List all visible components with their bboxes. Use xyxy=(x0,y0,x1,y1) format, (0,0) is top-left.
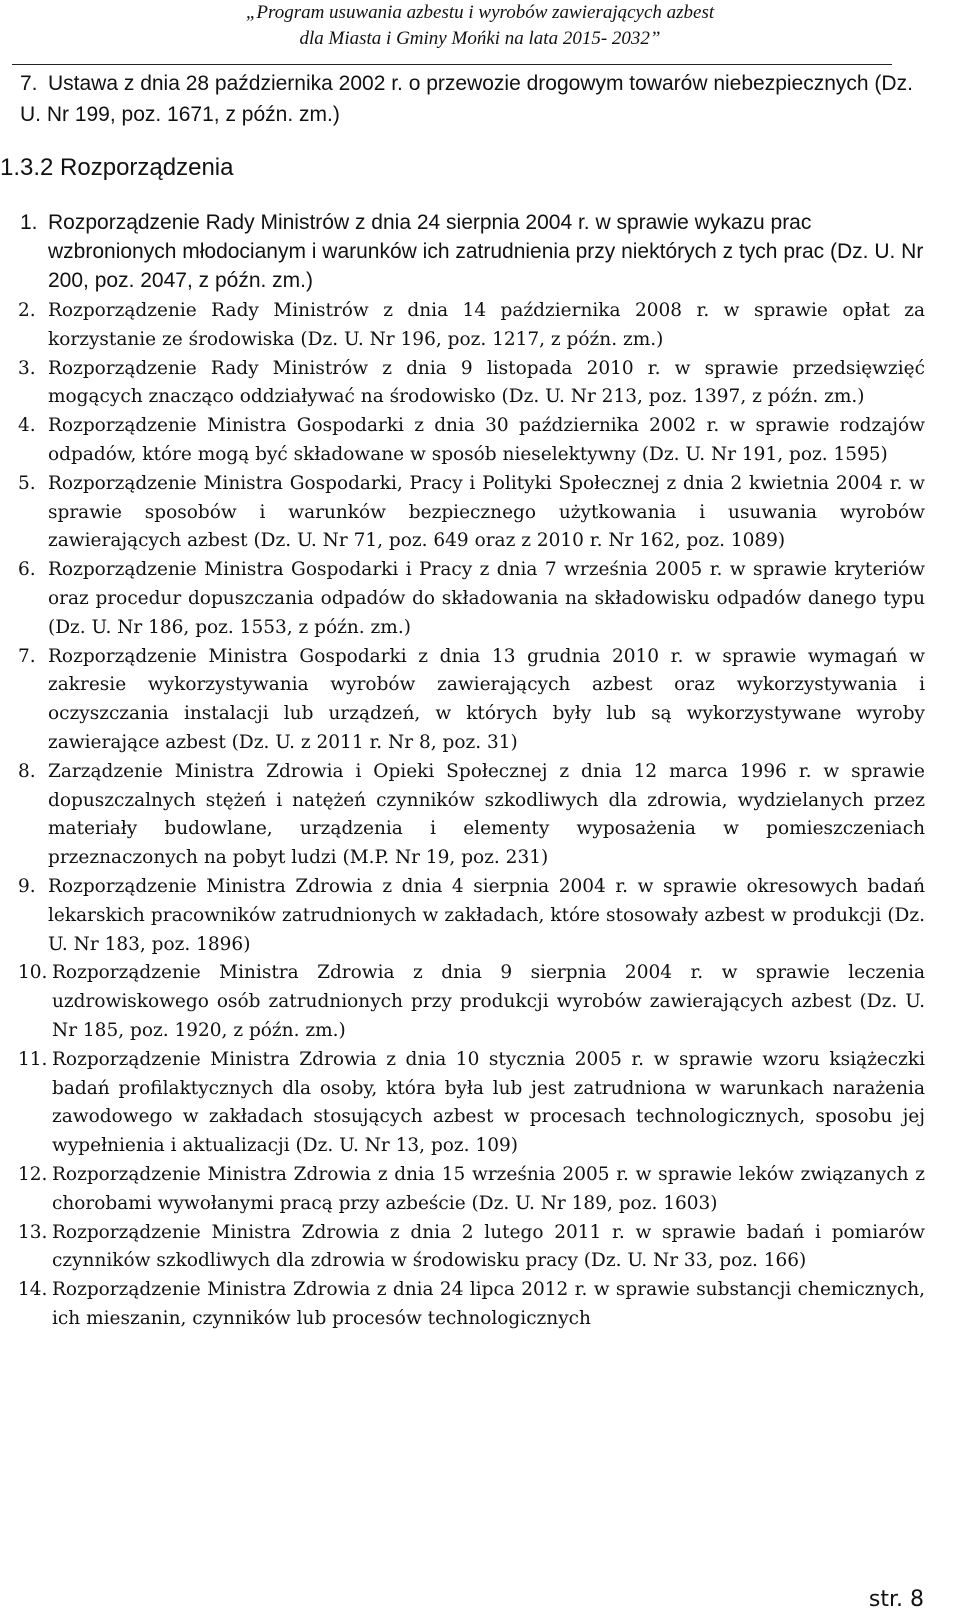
list-item-number: 7. xyxy=(20,72,38,95)
list-item xyxy=(18,959,925,1045)
list-item-text: Rozporządzenie Ministra Gospodarki, Pracy i Polityki Społecznej z dnia 2 kwietnia 2004 r. w sprawie sposobów i warunków bezpiecznego użytkowania i usuwania wyrobów zawierających azbest (Dz. U. Nr 71, poz. 649 oraz z 2010 r. Nr 162, poz. 1089) xyxy=(48,472,925,552)
list-item-number: 10. xyxy=(18,962,48,984)
list-item-text: Rozporządzenie Ministra Zdrowia z dnia 4 sierpnia 2004 r. w sprawie okresowych badań lekarskich pracowników zatrudnionych w zakładach, które stosowały azbest w produkcji (Dz. U. Nr 183, poz. 1896) xyxy=(48,875,925,955)
list-item-text: Rozporządzenie Rady Ministrów z dnia 9 listopada 2010 r. w sprawie przedsięwzięć mogących znacząco oddziaływać na środowisko (Dz. U. Nr 213, poz. 1397, z późn. zm.) xyxy=(48,357,925,408)
header-title-line-1: „Program usuwania azbestu i wyrobów zawierających azbest xyxy=(245,2,715,23)
list-item-number: 13. xyxy=(18,1221,48,1243)
list-item-number: 2. xyxy=(18,300,36,321)
list-item-text: Rozporządzenie Ministra Zdrowia z dnia 2 lutego 2011 r. w sprawie badań i pomiarów czynników szkodliwych dla zdrowia w środowisku pracy (Dz. U. Nr 33, poz. 166) xyxy=(52,1221,925,1272)
list-item xyxy=(18,873,925,959)
list-item-text: Rozporządzenie Ministra Gospodarki z dnia 13 grudnia 2010 r. w sprawie wymagań w zakresie wykorzystywania wyrobów zawierających azbest oraz wykorzystywania i oczyszczania instalacji lub urządzeń, w których były lub są wykorzystywane wyroby zawierające azbest (Dz. U. z 2011 r. Nr 8, poz. 31) xyxy=(48,645,925,753)
list-item-text: Rozporządzenie Ministra Zdrowia z dnia 24 lipca 2012 r. w sprawie substancji chemicznych, ich mieszanin, czynników lub procesów technologicznych xyxy=(52,1279,925,1329)
header-title-line-2: dla Miasta i Gminy Mońki na lata 2015- 2032” xyxy=(299,28,661,49)
list-item xyxy=(18,355,925,413)
list-item-number: 3. xyxy=(18,357,36,379)
list-item xyxy=(18,412,925,470)
list-item xyxy=(18,297,925,355)
list-item-number: 8. xyxy=(18,760,36,782)
list-item-number: 14. xyxy=(18,1279,48,1301)
list-item-number: 7. xyxy=(18,645,36,667)
list-item-number: 11. xyxy=(18,1048,48,1070)
page-header xyxy=(0,0,960,52)
list-item xyxy=(18,1161,925,1219)
list-item-text: Rozporządzenie Ministra Zdrowia z dnia 15 września 2005 r. w sprawie leków związanych z chorobami wywołanymi pracą przy azbeście (Dz. U. Nr 189, poz. 1603) xyxy=(52,1163,925,1214)
list-item-number: 6. xyxy=(18,559,36,581)
list-item-number: 5. xyxy=(18,472,36,494)
previous-list-item xyxy=(20,68,920,130)
regulations-list xyxy=(18,297,925,1334)
list-item xyxy=(18,758,925,873)
page-number: str. 8 xyxy=(868,1587,924,1612)
list-item xyxy=(18,643,925,758)
list-item xyxy=(18,1276,925,1334)
list-item-number: 4. xyxy=(18,415,36,437)
list-item xyxy=(18,556,925,642)
list-item-number: 1. xyxy=(20,211,38,234)
section-heading: 1.3.2 Rozporządzenia xyxy=(0,154,234,181)
list-item-text: Rozporządzenie Rady Ministrów z dnia 24 sierpnia 2004 r. w sprawie wykazu prac wzbronionych młodocianym i warunków ich zatrudnienia przy niektórych z tych prac (Dz. U. Nr 200, poz. 2047, z późn. zm.) xyxy=(48,211,924,292)
list-item-text: Rozporządzenie Ministra Zdrowia z dnia 9 sierpnia 2004 r. w sprawie leczenia uzdrowiskowego osób zatrudnionych przy produkcji wyrobów zawierających azbest (Dz. U. Nr 185, poz. 1920, z późn. zm.) xyxy=(52,962,925,1041)
list-item-text: Rozporządzenie Ministra Gospodarki i Pracy z dnia 7 września 2005 r. w sprawie kryteriów oraz procedur dopuszczania odpadów do składowania na składowisku odpadów danego typu (Dz. U. Nr 186, poz. 1553, z późn. zm.) xyxy=(48,559,925,638)
list-item-number: 9. xyxy=(18,875,36,897)
list-item-text: Zarządzenie Ministra Zdrowia i Opieki Społecznej z dnia 12 marca 1996 r. w sprawie dopuszczalnych stężeń i natężeń czynników szkodliwych dla zdrowia, wydzielanych przez materiały budowlane, urządzenia i elementy wyposażenia w pomieszczeniach przeznaczonych na pobyt ludzi (M.P. Nr 19, poz. 231) xyxy=(48,760,925,869)
list-item xyxy=(18,1219,925,1277)
list-item-text: Rozporządzenie Ministra Gospodarki z dnia 30 października 2002 r. w sprawie rodzajów odpadów, które mogą być składowane w sposób nieselektywny (Dz. U. Nr 191, poz. 1595) xyxy=(48,415,925,465)
list-item-text: Rozporządzenie Rady Ministrów z dnia 14 października 2008 r. w sprawie opłat za korzystanie ze środowiska (Dz. U. Nr 196, poz. 1217, z późn. zm.) xyxy=(48,300,925,350)
regulation-item-1 xyxy=(20,208,925,295)
list-item-text: Rozporządzenie Ministra Zdrowia z dnia 10 stycznia 2005 r. w sprawie wzoru książeczki badań profilaktycznych dla osoby, która była lub jest zatrudniona w warunkach narażenia zawodowego w zakładach stosujących azbest w procesach technologicznych, sposobu jej wypełnienia i aktualizacji (Dz. U. Nr 13, poz. 109) xyxy=(52,1048,925,1157)
list-item-text: Ustawa z dnia 28 października 2002 r. o przewozie drogowym towarów niebezpiecznych (Dz. U. Nr 199, poz. 1671, z późn. zm.) xyxy=(20,72,913,126)
header-divider xyxy=(12,64,892,65)
list-item-number: 12. xyxy=(18,1163,48,1185)
list-item xyxy=(18,470,925,556)
list-item xyxy=(18,1046,925,1161)
